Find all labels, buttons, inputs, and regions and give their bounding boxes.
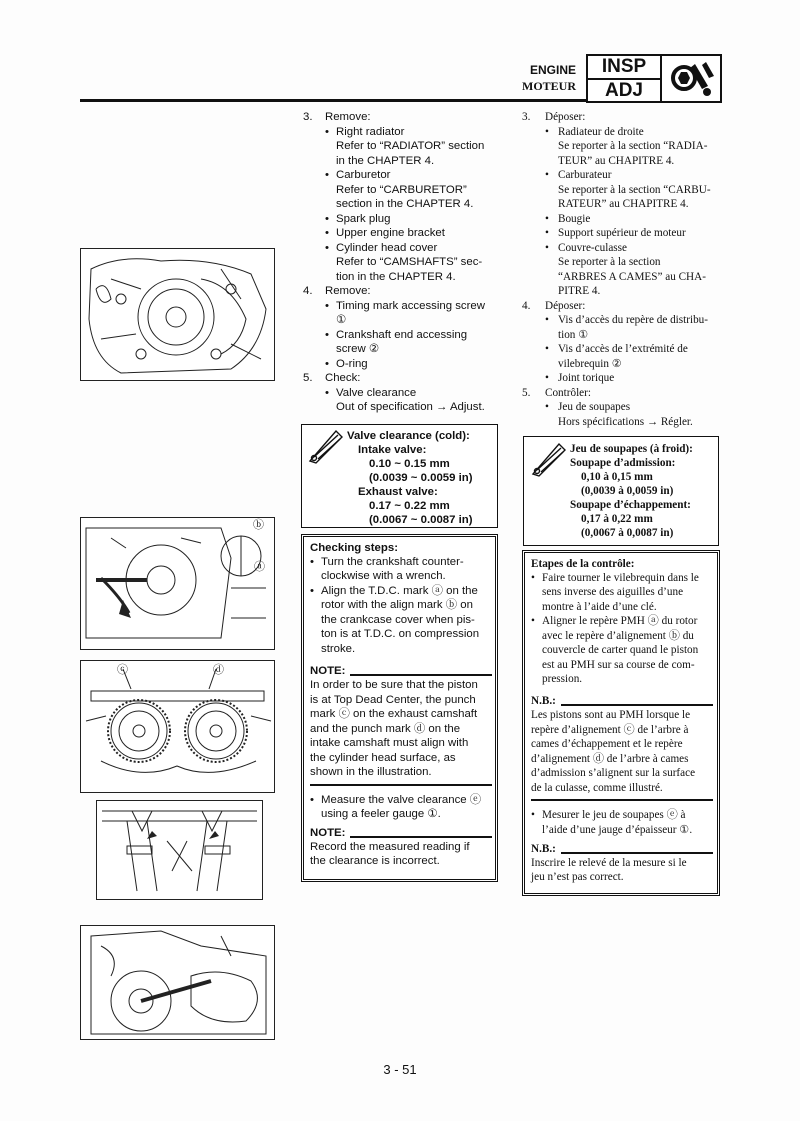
french-steps bbox=[520, 110, 725, 430]
en-note2-title: NOTE: bbox=[310, 827, 346, 839]
fr-check-b3-2: l’aide d’une jauge d’épaisseur ①. bbox=[542, 824, 693, 836]
en-refer-radiator-2: in the CHAPTER 4. bbox=[336, 155, 435, 167]
en-step-3-num: 3. bbox=[303, 111, 313, 123]
figure-feeler-gauge bbox=[96, 800, 263, 900]
en-right-radiator: Right radiator bbox=[336, 126, 405, 138]
en-check-b3-2: using a feeler gauge ①. bbox=[321, 808, 441, 820]
en-note1-5: intake camshaft must align with bbox=[310, 737, 469, 749]
feeler-gauge-icon bbox=[529, 440, 567, 478]
en-note1-title: NOTE: bbox=[310, 665, 346, 677]
note-rule bbox=[561, 704, 713, 706]
fr-note1-1: Les pistons sont au PMH lorsque le bbox=[531, 709, 691, 721]
header-engine-label: ENGINE bbox=[529, 63, 576, 77]
fr-note1-3: cames d’échappement et le repère bbox=[531, 738, 683, 750]
en-step-5-title: Check: bbox=[325, 372, 361, 384]
bullet: • bbox=[545, 401, 549, 413]
en-note2-2: the clearance is incorrect. bbox=[310, 855, 440, 867]
insp-adj-badge bbox=[586, 54, 662, 103]
en-out-of-spec: Out of specification → Adjust. bbox=[336, 401, 485, 413]
bullet: • bbox=[325, 169, 329, 181]
bullet: • bbox=[325, 300, 329, 312]
bullet: • bbox=[325, 227, 329, 239]
en-check-b1-1: Turn the crankshaft counter- bbox=[321, 556, 464, 568]
fr-checking-box bbox=[522, 550, 720, 896]
en-refer-radiator: Refer to “RADIATOR” section bbox=[336, 140, 485, 152]
en-exhaust-label: Exhaust valve: bbox=[358, 486, 438, 498]
fr-vis-vilebrequin: Vis d’accès de l’extrémité de bbox=[558, 343, 688, 355]
fr-vis-distribution-2: tion ① bbox=[558, 329, 589, 341]
en-check-b2-1: Align the T.D.C. mark ⓐ on the bbox=[321, 585, 478, 597]
en-refer-carburetor: Refer to “CARBURETOR” bbox=[336, 184, 467, 196]
fr-check-b2-1: Aligner le repère PMH ⓐ du rotor bbox=[542, 615, 698, 627]
fr-spec-title: Jeu de soupapes (à froid): bbox=[570, 443, 693, 455]
bullet: • bbox=[310, 585, 314, 597]
bullet: • bbox=[545, 372, 549, 384]
figure-camshaft-marks bbox=[80, 660, 275, 793]
fr-checking-title: Etapes de la contrôle: bbox=[531, 558, 635, 570]
fr-refer-cames: Se reporter à la section bbox=[558, 256, 661, 268]
en-timing-screw: Timing mark accessing screw bbox=[336, 300, 485, 312]
header-rule bbox=[80, 99, 592, 102]
en-note1-2: is at Top Dead Center, the punch bbox=[310, 694, 476, 706]
fr-note2-title: N.B.: bbox=[531, 843, 556, 855]
en-intake-value: 0.10 ~ 0.15 mm bbox=[369, 458, 450, 470]
fr-joint: Joint torique bbox=[558, 372, 615, 384]
en-note2-1: Record the measured reading if bbox=[310, 841, 470, 853]
fr-step-5-num: 5. bbox=[522, 387, 531, 399]
fr-intake-in: (0,0039 à 0,0059 in) bbox=[581, 485, 674, 497]
en-check-b2-3: the crankcase cover when pis- bbox=[321, 614, 475, 626]
fr-exhaust-value: 0,17 à 0,22 mm bbox=[581, 513, 653, 525]
bullet: • bbox=[531, 572, 535, 584]
note-rule bbox=[350, 674, 492, 676]
fr-support: Support supérieur de moteur bbox=[558, 227, 686, 239]
en-note1-7: shown in the illustration. bbox=[310, 766, 432, 778]
fr-refer-radiateur-2: TEUR” au CHAPITRE 4. bbox=[558, 155, 675, 167]
fr-step-4-num: 4. bbox=[522, 300, 531, 312]
fr-step-4-title: Déposer: bbox=[545, 300, 586, 312]
fr-check-b2-5: pression. bbox=[542, 673, 583, 685]
fr-check-b3-1: Mesurer le jeu de soupapes ⓔ à bbox=[542, 809, 686, 821]
bullet: • bbox=[545, 213, 549, 225]
bullet: • bbox=[531, 615, 535, 627]
fr-step-5-title: Contrôler: bbox=[545, 387, 591, 399]
en-step-3-title: Remove: bbox=[325, 111, 371, 123]
fig2-label-a: ⓐ bbox=[254, 561, 265, 573]
fr-refer-cames-2: “ARBRES A CAMES” au CHA- bbox=[558, 271, 706, 283]
bullet: • bbox=[545, 343, 549, 355]
en-refer-carburetor-2: section in the CHAPTER 4. bbox=[336, 198, 474, 210]
fr-check-b1-2: sens inverse des aiguilles d’une bbox=[542, 586, 684, 598]
fr-refer-carburateur-2: RATEUR” au CHAPITRE 4. bbox=[558, 198, 689, 210]
fr-note1-6: de la culasse, comme illustré. bbox=[531, 782, 663, 794]
note-end-rule bbox=[310, 784, 492, 786]
en-check-b1-2: clockwise with a wrench. bbox=[321, 570, 446, 582]
en-note1-6: the cylinder head surface, as bbox=[310, 752, 456, 764]
fr-note2-1: Inscrire le relevé de la mesure si le bbox=[531, 857, 687, 869]
en-note1-3: mark ⓒ on the exhaust camshaft bbox=[310, 708, 478, 720]
en-checking-box bbox=[301, 534, 498, 882]
en-exhaust-value: 0.17 ~ 0.22 mm bbox=[369, 500, 450, 512]
fr-bougie: Bougie bbox=[558, 213, 591, 225]
bullet: • bbox=[325, 126, 329, 138]
fr-exhaust-in: (0,0067 à 0,0087 in) bbox=[581, 527, 674, 539]
fr-note2-2: jeu n’est pas correct. bbox=[531, 871, 624, 883]
page-number: 3 - 51 bbox=[383, 1062, 417, 1077]
bullet: • bbox=[325, 213, 329, 225]
fr-refer-cames-3: PITRE 4. bbox=[558, 285, 601, 297]
note-rule bbox=[561, 852, 713, 854]
fig2-label-b: ⓑ bbox=[253, 519, 264, 531]
fr-check-b2-4: est au PMH sur sa course de com- bbox=[542, 659, 695, 671]
bullet: • bbox=[325, 329, 329, 341]
fig3-label-d: ⓓ bbox=[213, 664, 224, 676]
en-intake-label: Intake valve: bbox=[358, 444, 427, 456]
bullet: • bbox=[325, 358, 329, 370]
bullet: • bbox=[310, 794, 314, 806]
fr-step-3-num: 3. bbox=[522, 111, 531, 123]
note-end-rule bbox=[531, 799, 713, 801]
en-crank-screw: Crankshaft end accessing bbox=[336, 329, 468, 341]
bullet: • bbox=[310, 556, 314, 568]
wrench-icon bbox=[660, 54, 722, 103]
fr-check-b1-1: Faire tourner le vilebrequin dans le bbox=[542, 572, 699, 584]
figure-tdc-mark bbox=[80, 517, 275, 650]
note-rule bbox=[350, 836, 492, 838]
en-refer-camshafts-2: tion in the CHAPTER 4. bbox=[336, 271, 456, 283]
fr-vis-distribution: Vis d’accès du repère de distribu- bbox=[558, 314, 708, 326]
header-moteur-label: MOTEUR bbox=[522, 79, 576, 93]
en-o-ring: O-ring bbox=[336, 358, 368, 370]
fr-note1-4: d’alignement ⓓ de l’arbre à cames bbox=[531, 753, 689, 765]
en-carburetor: Carburetor bbox=[336, 169, 391, 181]
en-crank-screw-2: screw ② bbox=[336, 343, 380, 355]
en-upper-bracket: Upper engine bracket bbox=[336, 227, 445, 239]
fr-refer-carburateur: Se reporter à la section “CARBU- bbox=[558, 184, 711, 196]
figure-right-crankcase bbox=[80, 248, 275, 381]
en-step-4-title: Remove: bbox=[325, 285, 371, 297]
bullet: • bbox=[545, 242, 549, 254]
bullet: • bbox=[325, 387, 329, 399]
figure-crank-wrench bbox=[80, 925, 275, 1040]
bullet: • bbox=[545, 314, 549, 326]
en-check-b2-2: rotor with the align mark ⓑ on bbox=[321, 599, 473, 611]
fr-check-b2-3: couvercle de carter quand le piston bbox=[542, 644, 699, 656]
fr-intake-label: Soupape d’admission: bbox=[570, 457, 676, 469]
en-timing-screw-num: ① bbox=[336, 314, 347, 326]
fr-hors-spec: Hors spécifications → Régler. bbox=[558, 416, 693, 428]
fr-note1-5: d’admission s’alignent sur la surface bbox=[531, 767, 696, 779]
fr-refer-radiateur: Se reporter à la section “RADIA- bbox=[558, 140, 708, 152]
fr-check-b2-2: avec le repère d’alignement ⓑ du bbox=[542, 630, 694, 642]
en-note1-4: and the punch mark ⓓ on the bbox=[310, 723, 461, 735]
fr-carburateur: Carburateur bbox=[558, 169, 612, 181]
bullet: • bbox=[545, 126, 549, 138]
english-steps bbox=[300, 110, 500, 420]
fr-radiateur: Radiateur de droite bbox=[558, 126, 644, 138]
en-spec-title: Valve clearance (cold): bbox=[347, 430, 470, 442]
en-step-5-num: 5. bbox=[303, 372, 313, 384]
en-note1-1: In order to be sure that the piston bbox=[310, 679, 478, 691]
fr-spec-box bbox=[523, 436, 719, 546]
feeler-gauge-icon bbox=[306, 427, 344, 465]
fig3-label-c: ⓒ bbox=[117, 664, 128, 676]
bullet: • bbox=[545, 169, 549, 181]
fr-jeu-soupapes: Jeu de soupapes bbox=[558, 401, 631, 413]
fr-step-3-title: Déposer: bbox=[545, 111, 586, 123]
fr-vis-vilebrequin-2: vilebrequin ② bbox=[558, 358, 622, 370]
en-refer-camshafts: Refer to “CAMSHAFTS” sec- bbox=[336, 256, 483, 268]
en-head-cover: Cylinder head cover bbox=[336, 242, 438, 254]
bullet: • bbox=[531, 809, 535, 821]
en-check-b2-5: stroke. bbox=[321, 643, 356, 655]
en-spark-plug: Spark plug bbox=[336, 213, 391, 225]
en-intake-in: (0.0039 ~ 0.0059 in) bbox=[369, 472, 473, 484]
en-valve-clearance: Valve clearance bbox=[336, 387, 417, 399]
en-step-4-num: 4. bbox=[303, 285, 313, 297]
fr-exhaust-label: Soupape d’échappement: bbox=[570, 499, 691, 511]
bullet: • bbox=[545, 227, 549, 239]
adj-label: ADJ bbox=[604, 80, 643, 101]
en-checking-title: Checking steps: bbox=[310, 542, 398, 554]
fr-note1-title: N.B.: bbox=[531, 695, 556, 707]
bullet: • bbox=[325, 242, 329, 254]
en-check-b2-4: ton is at T.D.C. on compression bbox=[321, 628, 480, 640]
insp-label: INSP bbox=[588, 56, 660, 80]
fr-note1-2: repère d’alignement ⓒ de l’arbre à bbox=[531, 724, 689, 736]
en-check-b3-1: Measure the valve clearance ⓔ bbox=[321, 794, 482, 806]
en-exhaust-in: (0.0067 ~ 0.0087 in) bbox=[369, 514, 473, 526]
en-spec-box bbox=[301, 424, 498, 528]
fr-check-b1-3: montre à l’aide d’une clé. bbox=[542, 601, 657, 613]
fr-intake-value: 0,10 à 0,15 mm bbox=[581, 471, 653, 483]
fr-couvre-culasse: Couvre-culasse bbox=[558, 242, 627, 254]
